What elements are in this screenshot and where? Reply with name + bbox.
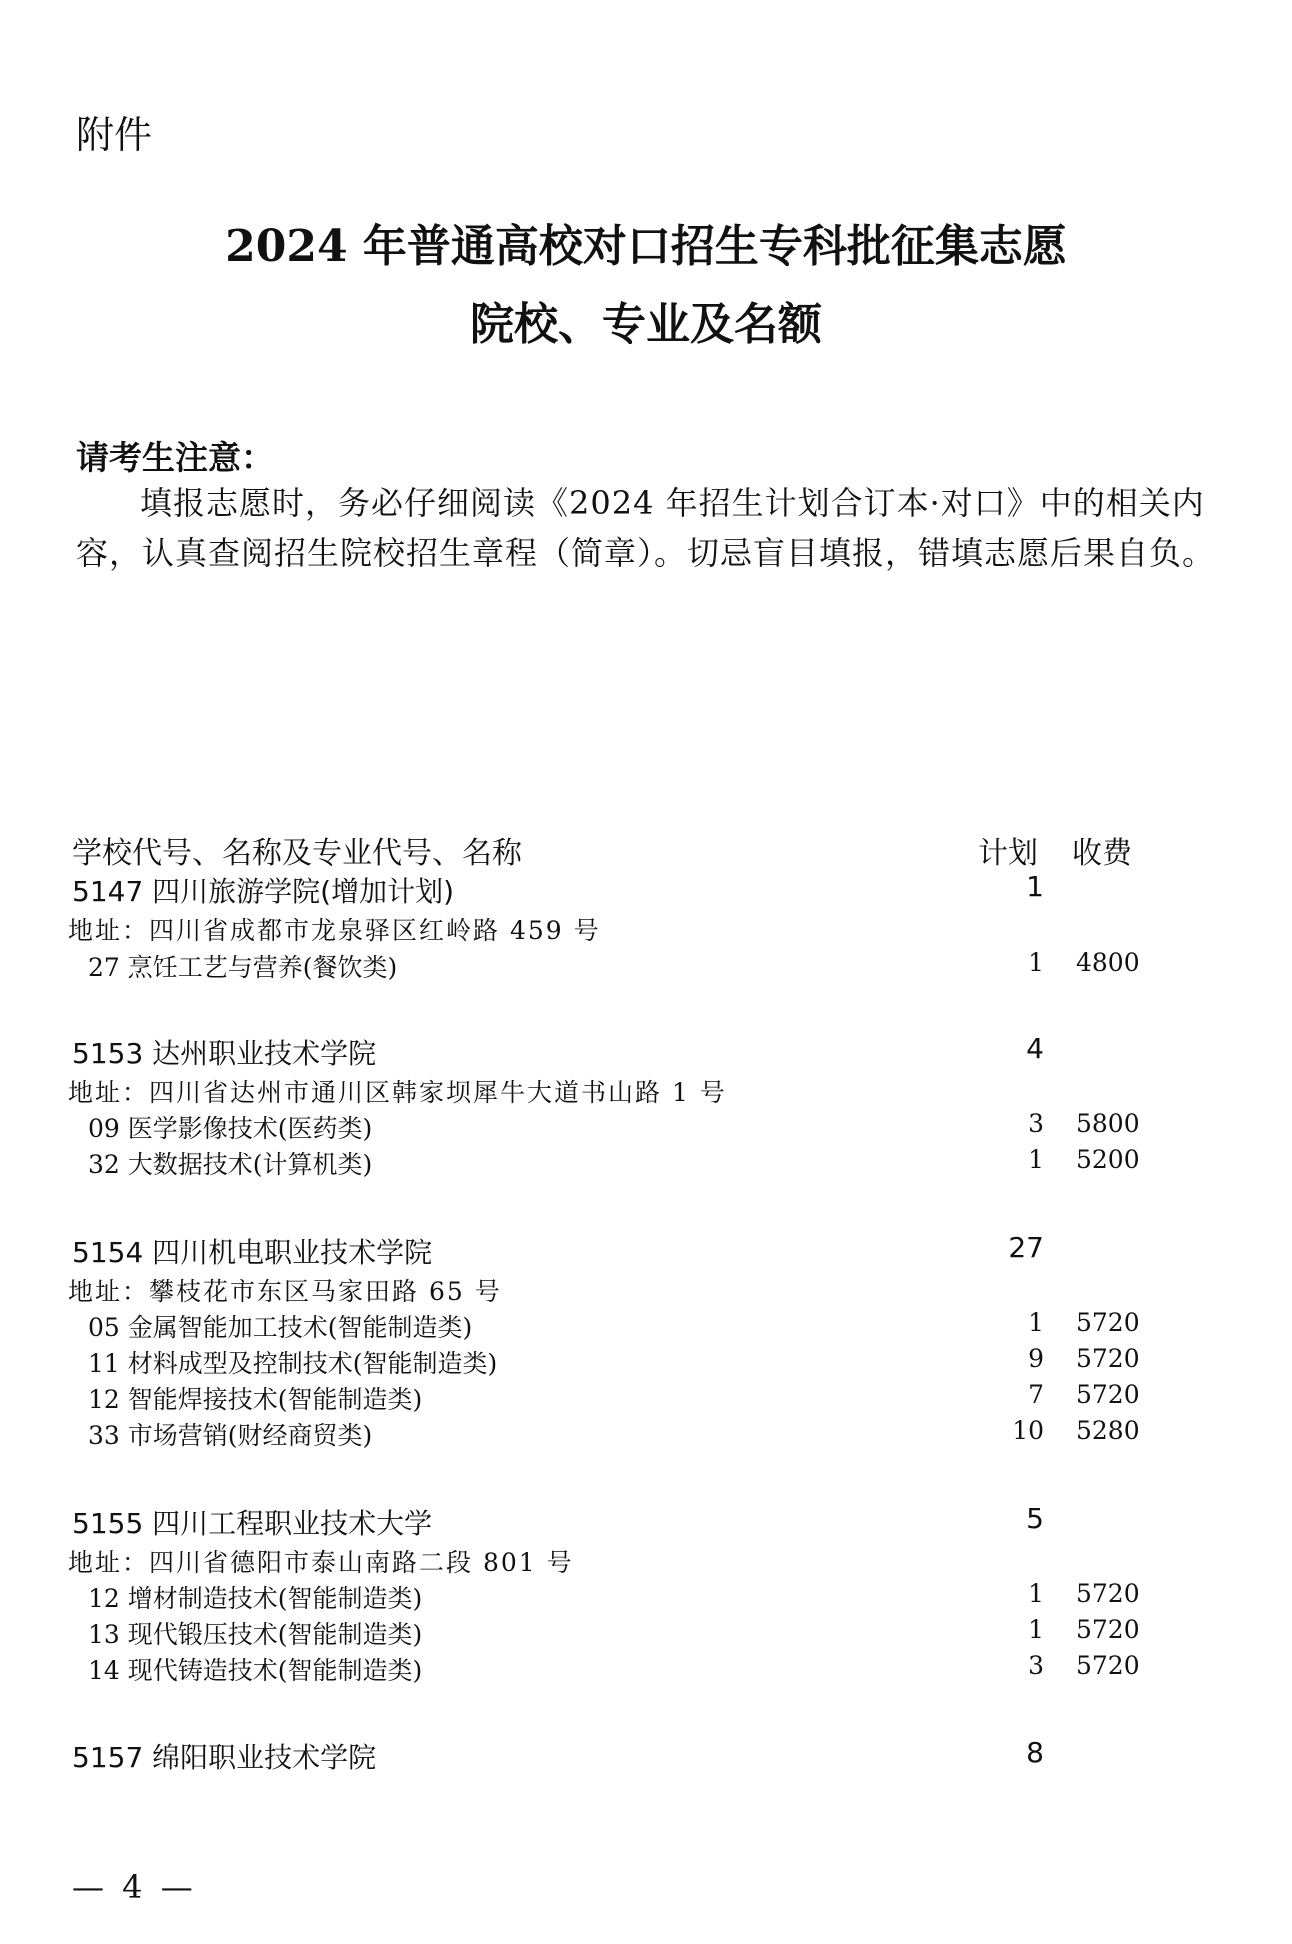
school-address: 地址：四川省达州市通川区韩家坝犀牛大道书山路 1 号: [68, 1078, 727, 1107]
major-fee: 5280: [1076, 1416, 1140, 1445]
school-address: 地址：四川省成都市龙泉驿区红岭路 459 号: [68, 916, 601, 945]
major-name: 27 烹饪工艺与营养(餐饮类): [88, 953, 398, 982]
major-name: 14 现代铸造技术(智能制造类): [88, 1656, 423, 1685]
school-plan: 27: [1008, 1231, 1044, 1264]
major-plan: 3: [1028, 1109, 1044, 1138]
major-plan: 1: [1028, 948, 1044, 977]
major-fee: 5720: [1076, 1651, 1140, 1680]
major-name: 09 医学影像技术(医药类): [88, 1114, 373, 1143]
school-address: 地址：攀枝花市东区马家田路 65 号: [68, 1277, 502, 1306]
attachment-label: 附件: [76, 113, 153, 157]
document-title-line2: 院校、专业及名额: [470, 299, 822, 350]
table-header-plan: 计划: [978, 836, 1038, 871]
school-plan: 1: [1026, 870, 1044, 903]
major-name: 12 智能焊接技术(智能制造类): [88, 1385, 423, 1414]
major-fee: 5800: [1076, 1109, 1140, 1138]
major-fee: 5720: [1076, 1344, 1140, 1373]
notice-heading: 请考生注意：: [76, 438, 274, 477]
major-plan: 7: [1028, 1380, 1044, 1409]
major-plan: 9: [1028, 1344, 1044, 1373]
school-name: 5155 四川工程职业技术大学: [72, 1507, 433, 1540]
school-name: 5153 达州职业技术学院: [72, 1037, 377, 1070]
school-plan: 8: [1026, 1736, 1044, 1769]
table-header-school: 学校代号、名称及专业代号、名称: [72, 836, 522, 871]
school-name: 5157 绵阳职业技术学院: [72, 1741, 377, 1774]
major-plan: 1: [1028, 1579, 1044, 1608]
school-plan: 4: [1026, 1032, 1044, 1065]
page-number: — 4 —: [72, 1868, 197, 1906]
major-plan: 1: [1028, 1308, 1044, 1337]
major-name: 12 增材制造技术(智能制造类): [88, 1584, 423, 1613]
school-name: 5154 四川机电职业技术学院: [72, 1236, 433, 1269]
major-plan: 10: [1012, 1416, 1044, 1445]
major-fee: 5720: [1076, 1380, 1140, 1409]
major-fee: 5720: [1076, 1308, 1140, 1337]
major-fee: 5200: [1076, 1145, 1140, 1174]
school-address: 地址：四川省德阳市泰山南路二段 801 号: [68, 1548, 574, 1577]
major-fee: 4800: [1076, 948, 1140, 977]
major-name: 32 大数据技术(计算机类): [88, 1150, 373, 1179]
major-plan: 1: [1028, 1145, 1044, 1174]
major-name: 13 现代锻压技术(智能制造类): [88, 1620, 423, 1649]
document-title-line1: 2024 年普通高校对口招生专科批征集志愿: [225, 221, 1067, 272]
major-plan: 3: [1028, 1651, 1044, 1680]
major-name: 05 金属智能加工技术(智能制造类): [88, 1313, 473, 1342]
notice-body: 填报志愿时，务必仔细阅读《2024 年招生计划合订本·对口》中的相关内容，认真查阅招生院校招生章程（简章）。切忌盲目填报，错填志愿后果自负。: [76, 484, 1216, 572]
major-fee: 5720: [1076, 1615, 1140, 1644]
table-header-fee: 收费: [1072, 836, 1132, 871]
major-name: 11 材料成型及控制技术(智能制造类): [88, 1349, 498, 1378]
school-name: 5147 四川旅游学院(增加计划): [72, 875, 455, 908]
school-plan: 5: [1026, 1502, 1044, 1535]
major-plan: 1: [1028, 1615, 1044, 1644]
major-name: 33 市场营销(财经商贸类): [88, 1421, 373, 1450]
major-fee: 5720: [1076, 1579, 1140, 1608]
